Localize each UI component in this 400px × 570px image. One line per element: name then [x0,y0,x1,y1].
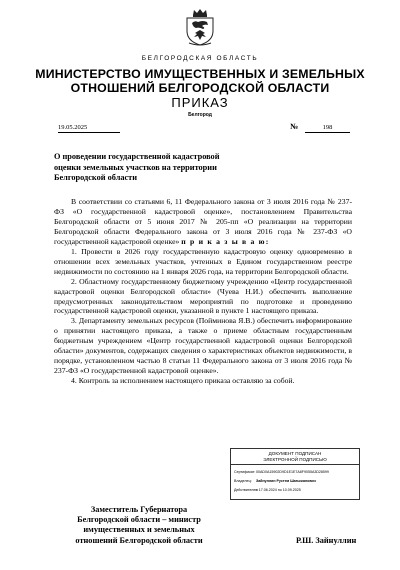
item-4: 4. Контроль за исполнением настоящего приказа оставляю за собой. [71,376,295,386]
signer-line2: Белгородской области – министр [77,515,201,525]
title-line2: оценки земельных участков на территории [54,162,217,172]
document-body [54,197,352,386]
stamp-header [231,451,359,462]
signer-name: Р.Ш. Зайнуллин [296,536,357,545]
region-name: БЕЛГОРОДСКАЯ ОБЛАСТЬ [141,55,259,62]
stamp-cert-row [234,470,329,474]
stamp-divider [231,464,359,465]
order-word: п р и к а з ы в а ю: [181,236,270,246]
ministry-name [20,68,380,95]
stamp-valid-label: Действителен: [234,488,259,492]
document-type: ПРИКАЗ [171,95,229,110]
intro-text: В соответствии со статьями 6, 11 Федерального закона от 3 июля 2016 года № 237-ФЗ «О государственной кадастровой оценке», постановлением Правительства Белгородской области от 5 июня 2017 № 205-пп «О реализации на территории Белгородской области Федерального закона от 3 июля 2016 года № 237-ФЗ «О государственной кадастровой оценке» [54,197,352,246]
stamp-owner-label: Владелец: [234,479,252,483]
stamp-header-line2: ЭЛЕКТРОННОЙ ПОДПИСЬЮ [263,456,327,462]
signer-line3: имущественных и земельных [83,525,195,535]
item-2: 2. Областному государственному бюджетному учреждению «Центр государственной кадастровой оценки Белгородской области» (Чуева Н.И.) обеспечить выполнение предусмотренных законодательством мероприятий по подготовке и проведению государственной кадастровой оценки, указанной в пункте 1 настоящего приказа. [54,276,352,316]
signer-line1: Заместитель Губернатора [90,505,188,514]
document-date: 19.05.2025 [58,124,120,133]
signer-line4: отношений Белгородской области [75,535,203,545]
item-3: 3. Департаменту земельных ресурсов (Пойминова Я.В.) обеспечить информирование о принятии настоящего приказа, а также о приеме областным государственным бюджетным учреждением «Центр государственной кадастровой оценки Белгородской области» документов, содержащих сведения о характеристиках объектов недвижимости, в порядке, установленном частью 8 статьи 11 Федерального закона от 3 июля 2016 года № 237-ФЗ «О государственной кадастровой оценке». [54,316,352,376]
city-name: Белгород [188,112,212,118]
item-1: 1. Провести в 2026 году государственную кадастровую оценку одновременно в отношении всех земельных участков, учтенных в Едином государственном реестре недвижимости по состоянию на 1 января 2026 года, на территории Белгородской области. [54,246,352,276]
ministry-name-line2: ОТНОШЕНИЙ БЕЛГОРОДСКОЙ ОБЛАСТИ [70,80,330,95]
coat-of-arms-icon [183,7,217,47]
stamp-owner-value: Зайнуллин Рустем Шагыжанович [256,479,316,483]
document-title [54,152,304,184]
stamp-header-line1: ДОКУМЕНТ ПОДПИСАН [268,451,322,456]
document-number: 198 [305,124,350,133]
title-line3: Белгородской области [54,173,138,182]
signer-position [54,505,224,546]
title-line1: О проведении государственной кадастровой [54,152,220,161]
stamp-cert-value: 00AD0A15902D9D1E1E7A8F9055A3D28599 [256,470,329,474]
number-label: № [290,122,299,131]
intro-paragraph [54,197,352,247]
electronic-signature-stamp [230,448,360,500]
stamp-valid-row [234,488,301,492]
stamp-cert-label: Сертификат: [234,470,256,474]
stamp-owner-row [234,479,316,483]
stamp-valid-value: с 17.06.2024 по 10.09.2025 [256,488,301,492]
ministry-name-line1: МИНИСТЕРСТВО ИМУЩЕСТВЕННЫХ И ЗЕМЕЛЬНЫХ [35,67,365,81]
